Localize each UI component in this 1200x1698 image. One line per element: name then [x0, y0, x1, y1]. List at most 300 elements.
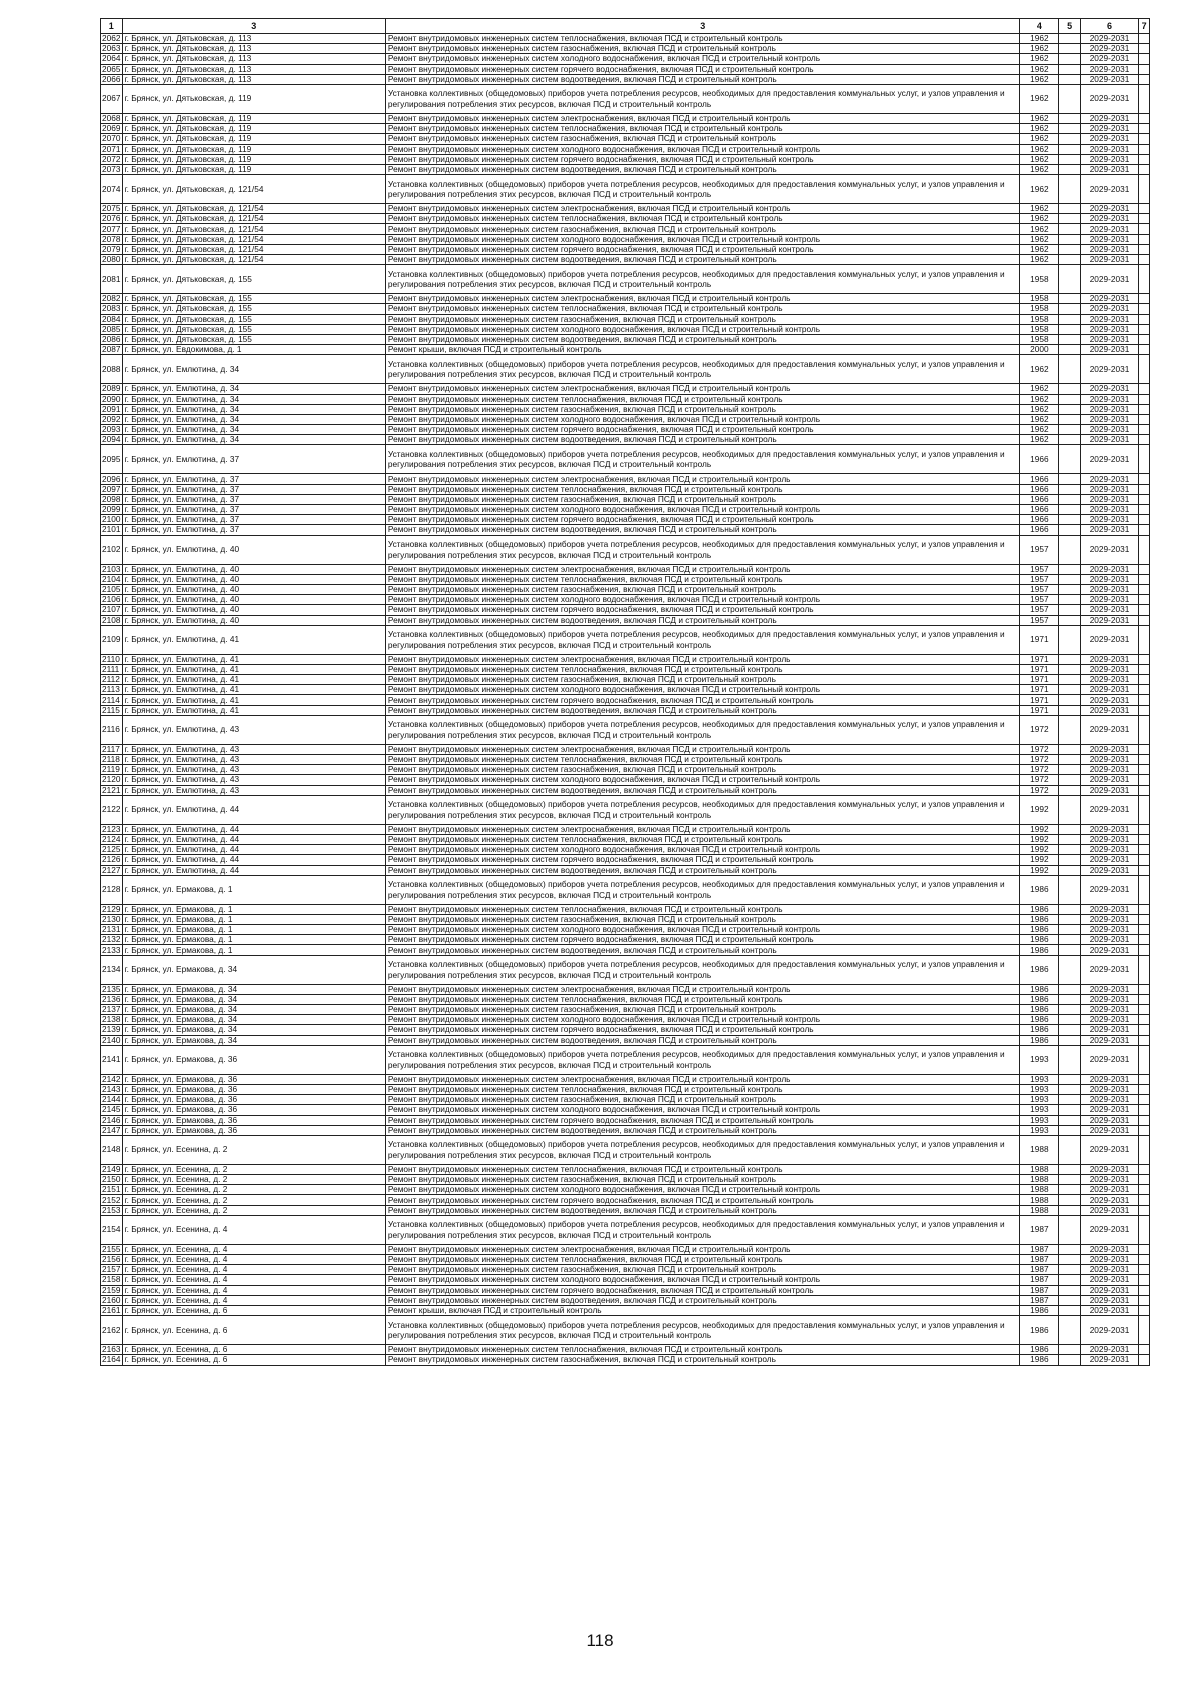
empty-cell — [1059, 265, 1081, 294]
year-built-cell: 1958 — [1020, 265, 1059, 294]
row-number: 2158 — [102, 1274, 121, 1285]
work-type-cell: Ремонт внутридомовых инженерных систем газоснабжения, включая ПСД и строительный контроль — [385, 44, 1020, 54]
period-cell: 2029-2031 — [1080, 54, 1138, 64]
empty-cell — [1059, 765, 1081, 775]
table-row — [101, 955, 1150, 984]
work-type-cell: Ремонт внутридомовых инженерных систем водоотведения, включая ПСД и строительный контроль — [385, 1035, 1020, 1045]
address-cell: г. Брянск, ул. Емлютина, д. 34 — [122, 414, 385, 424]
work-type-cell: Ремонт внутридомовых инженерных систем водоотведения, включая ПСД и строительный контроль — [385, 705, 1020, 715]
empty-cell — [1139, 744, 1150, 754]
table-row — [101, 255, 1150, 265]
empty-cell — [1059, 1005, 1081, 1015]
empty-cell — [1139, 824, 1150, 834]
row-number: 2080 — [102, 254, 121, 265]
empty-cell — [1139, 204, 1150, 214]
empty-cell — [1059, 314, 1081, 324]
work-type-cell: Ремонт внутридомовых инженерных систем электроснабжения, включая ПСД и строительный контроль — [385, 824, 1020, 834]
table-row — [101, 664, 1150, 674]
work-type-cell: Установка коллективных (общедомовых) приборов учета потребления ресурсов, необходимых для предоставления коммунальных услуг, и узлов управления и регулирования потребления этих ресурсов, включая ПСД и строительный контроль — [385, 355, 1020, 384]
table-row — [101, 925, 1150, 935]
period-cell: 2029-2031 — [1080, 445, 1138, 474]
row-number: 2145 — [102, 1104, 121, 1115]
work-type-cell: Ремонт внутридомовых инженерных систем теплоснабжения, включая ПСД и строительный контроль — [385, 1255, 1020, 1265]
empty-cell — [1139, 625, 1150, 654]
year-built-cell: 1992 — [1020, 834, 1059, 844]
period-cell: 2029-2031 — [1080, 1195, 1138, 1205]
work-type-cell: Ремонт внутридомовых инженерных систем холодного водоснабжения, включая ПСД и строительный контроль — [385, 414, 1020, 424]
table-row — [101, 394, 1150, 404]
row-number: 2164 — [102, 1354, 121, 1365]
year-built-cell: 1962 — [1020, 355, 1059, 384]
year-built-cell: 1962 — [1020, 224, 1059, 234]
work-type-cell: Ремонт внутридомовых инженерных систем горячего водоснабжения, включая ПСД и строительный контроль — [385, 695, 1020, 705]
year-built-cell: 1992 — [1020, 855, 1059, 865]
period-cell: 2029-2031 — [1080, 685, 1138, 695]
empty-cell — [1059, 935, 1081, 945]
table-row — [101, 144, 1150, 154]
year-built-cell: 1962 — [1020, 435, 1059, 445]
address-cell: г. Брянск, ул. Емлютина, д. 40 — [122, 595, 385, 605]
row-number: 2132 — [102, 934, 121, 945]
period-cell: 2029-2031 — [1080, 113, 1138, 123]
year-built-cell: 1987 — [1020, 1295, 1059, 1305]
empty-cell — [1139, 484, 1150, 494]
col-header-address: 3 — [122, 19, 385, 34]
year-built-cell: 1958 — [1020, 294, 1059, 304]
row-number: 2070 — [102, 133, 121, 144]
year-built-cell: 1962 — [1020, 44, 1059, 54]
address-cell: г. Брянск, ул. Есенина, д. 2 — [122, 1195, 385, 1205]
address-cell: г. Брянск, ул. Емлютина, д. 41 — [122, 675, 385, 685]
work-type-cell: Установка коллективных (общедомовых) приборов учета потребления ресурсов, необходимых для предоставления коммунальных услуг, и узлов управления и регулирования потребления этих ресурсов, включая ПСД и строительный контроль — [385, 445, 1020, 474]
empty-cell — [1059, 44, 1081, 54]
period-cell: 2029-2031 — [1080, 64, 1138, 74]
period-cell: 2029-2031 — [1080, 955, 1138, 984]
work-type-cell: Ремонт внутридомовых инженерных систем теплоснабжения, включая ПСД и строительный контроль — [385, 34, 1020, 44]
empty-cell — [1059, 84, 1081, 113]
address-cell: г. Брянск, ул. Есенина, д. 4 — [122, 1285, 385, 1295]
row-number: 2101 — [102, 524, 121, 535]
empty-cell — [1059, 574, 1081, 584]
address-cell: г. Брянск, ул. Емлютина, д. 34 — [122, 425, 385, 435]
row-number: 2138 — [102, 1014, 121, 1025]
empty-cell — [1059, 855, 1081, 865]
empty-cell — [1139, 1125, 1150, 1135]
empty-cell — [1059, 1285, 1081, 1295]
work-type-cell: Ремонт внутридомовых инженерных систем горячего водоснабжения, включая ПСД и строительный контроль — [385, 935, 1020, 945]
empty-cell — [1139, 113, 1150, 123]
work-type-cell: Ремонт внутридомовых инженерных систем водоотведения, включая ПСД и строительный контроль — [385, 164, 1020, 174]
table-row — [101, 765, 1150, 775]
row-number: 2108 — [102, 615, 121, 625]
row-number: 2154 — [101, 1215, 123, 1244]
row-number: 2136 — [102, 994, 121, 1004]
empty-cell — [1059, 675, 1081, 685]
empty-cell — [1059, 1265, 1081, 1275]
work-type-cell: Ремонт внутридомовых инженерных систем холодного водоснабжения, включая ПСД и строительный контроль — [385, 1105, 1020, 1115]
year-built-cell: 1971 — [1020, 654, 1059, 664]
period-cell: 2029-2031 — [1080, 214, 1138, 224]
row-number: 2065 — [102, 64, 121, 74]
empty-cell — [1059, 334, 1081, 344]
work-type-cell: Установка коллективных (общедомовых) приборов учета потребления ресурсов, необходимых для предоставления коммунальных услуг, и узлов управления и регулирования потребления этих ресурсов, включая ПСД и строительный контроль — [385, 955, 1020, 984]
empty-cell — [1139, 1265, 1150, 1275]
period-cell: 2029-2031 — [1080, 715, 1138, 744]
address-cell: г. Брянск, ул. Дятьковская, д. 155 — [122, 324, 385, 334]
year-built-cell: 1962 — [1020, 234, 1059, 244]
empty-cell — [1059, 404, 1081, 414]
work-type-cell: Ремонт внутридомовых инженерных систем электроснабжения, включая ПСД и строительный контроль — [385, 564, 1020, 574]
empty-cell — [1139, 984, 1150, 994]
year-built-cell: 1986 — [1020, 914, 1059, 924]
table-body — [101, 34, 1150, 1366]
year-built-cell: 2000 — [1020, 345, 1059, 355]
work-type-cell: Ремонт внутридомовых инженерных систем газоснабжения, включая ПСД и строительный контроль — [385, 914, 1020, 924]
empty-cell — [1059, 435, 1081, 445]
empty-cell — [1139, 414, 1150, 424]
work-type-cell: Ремонт внутридомовых инженерных систем водоотведения, включая ПСД и строительный контроль — [385, 865, 1020, 875]
row-number: 2117 — [101, 744, 123, 754]
empty-cell — [1059, 595, 1081, 605]
table-row — [101, 584, 1150, 594]
work-type-cell: Установка коллективных (общедомовых) приборов учета потребления ресурсов, необходимых для предоставления коммунальных услуг, и узлов управления и регулирования потребления этих ресурсов, включая ПСД и строительный контроль — [385, 795, 1020, 824]
empty-cell — [1059, 1215, 1081, 1244]
empty-cell — [1059, 1135, 1081, 1164]
row-number: 2155 — [102, 1244, 121, 1254]
empty-cell — [1059, 244, 1081, 254]
empty-cell — [1139, 845, 1150, 855]
row-number: 2120 — [102, 774, 121, 785]
period-cell: 2029-2031 — [1080, 494, 1138, 504]
work-type-cell: Ремонт внутридомовых инженерных систем теплоснабжения, включая ПСД и строительный контроль — [385, 664, 1020, 674]
period-cell: 2029-2031 — [1080, 1025, 1138, 1035]
year-built-cell: 1962 — [1020, 134, 1059, 144]
address-cell: г. Брянск, ул. Есенина, д. 4 — [122, 1215, 385, 1244]
row-number: 2130 — [102, 914, 121, 924]
year-built-cell: 1957 — [1020, 564, 1059, 574]
empty-cell — [1139, 1215, 1150, 1244]
empty-cell — [1139, 505, 1150, 515]
empty-cell — [1059, 914, 1081, 924]
empty-cell — [1139, 865, 1150, 875]
address-cell: г. Брянск, ул. Ермакова, д. 1 — [122, 875, 385, 904]
empty-cell — [1059, 775, 1081, 785]
capital-repair-table-page — [100, 18, 1150, 1366]
address-cell: г. Брянск, ул. Есенина, д. 2 — [122, 1205, 385, 1215]
row-number: 2066 — [102, 74, 121, 84]
empty-cell — [1059, 1095, 1081, 1105]
period-cell: 2029-2031 — [1080, 994, 1138, 1004]
address-cell: г. Брянск, ул. Ермакова, д. 1 — [122, 904, 385, 914]
empty-cell — [1059, 124, 1081, 134]
row-number: 2083 — [102, 303, 121, 314]
address-cell: г. Брянск, ул. Емлютина, д. 41 — [122, 705, 385, 715]
address-cell: г. Брянск, ул. Ермакова, д. 36 — [122, 1084, 385, 1094]
row-number: 2125 — [102, 844, 121, 855]
period-cell: 2029-2031 — [1080, 394, 1138, 404]
table-row — [101, 1084, 1150, 1094]
address-cell: г. Брянск, ул. Емлютина, д. 44 — [122, 865, 385, 875]
empty-cell — [1139, 304, 1150, 314]
address-cell: г. Брянск, ул. Емлютина, д. 40 — [122, 584, 385, 594]
period-cell: 2029-2031 — [1080, 1084, 1138, 1094]
year-built-cell: 1957 — [1020, 615, 1059, 625]
row-number: 2153 — [102, 1205, 121, 1215]
period-cell: 2029-2031 — [1080, 294, 1138, 304]
empty-cell — [1139, 615, 1150, 625]
address-cell: г. Брянск, ул. Емлютина, д. 40 — [122, 615, 385, 625]
period-cell: 2029-2031 — [1080, 904, 1138, 914]
year-built-cell: 1962 — [1020, 144, 1059, 154]
address-cell: г. Брянск, ул. Ермакова, д. 34 — [122, 1025, 385, 1035]
year-built-cell: 1986 — [1020, 1316, 1059, 1345]
empty-cell — [1139, 144, 1150, 154]
empty-cell — [1059, 394, 1081, 404]
empty-cell — [1139, 925, 1150, 935]
year-built-cell: 1986 — [1020, 925, 1059, 935]
table-row — [101, 1045, 1150, 1074]
address-cell: г. Брянск, ул. Емлютина, д. 43 — [122, 755, 385, 765]
table-row — [101, 44, 1150, 54]
year-built-cell: 1988 — [1020, 1164, 1059, 1174]
year-built-cell: 1962 — [1020, 74, 1059, 84]
row-number: 2074 — [101, 175, 123, 204]
row-number: 2121 — [102, 785, 121, 795]
table-row — [101, 1265, 1150, 1275]
year-built-cell: 1962 — [1020, 244, 1059, 254]
table-row — [101, 214, 1150, 224]
year-built-cell: 1986 — [1020, 1035, 1059, 1045]
row-number: 2095 — [101, 445, 123, 474]
table-row — [101, 154, 1150, 164]
row-number: 2091 — [102, 404, 121, 414]
row-number: 2076 — [102, 213, 121, 224]
address-cell: г. Брянск, ул. Ермакова, д. 36 — [122, 1105, 385, 1115]
table-row — [101, 904, 1150, 914]
period-cell: 2029-2031 — [1080, 935, 1138, 945]
row-number: 2099 — [102, 504, 121, 515]
work-type-cell: Установка коллективных (общедомовых) приборов учета потребления ресурсов, необходимых для предоставления коммунальных услуг, и узлов управления и регулирования потребления этих ресурсов, включая ПСД и строительный контроль — [385, 875, 1020, 904]
empty-cell — [1139, 564, 1150, 574]
work-type-cell: Ремонт внутридомовых инженерных систем газоснабжения, включая ПСД и строительный контроль — [385, 675, 1020, 685]
period-cell: 2029-2031 — [1080, 175, 1138, 204]
empty-cell — [1059, 74, 1081, 84]
empty-cell — [1059, 1205, 1081, 1215]
table-row — [101, 294, 1150, 304]
empty-cell — [1059, 955, 1081, 984]
year-built-cell: 1987 — [1020, 1285, 1059, 1295]
empty-cell — [1139, 1185, 1150, 1195]
empty-cell — [1139, 1095, 1150, 1105]
address-cell: г. Брянск, ул. Емлютина, д. 34 — [122, 435, 385, 445]
period-cell: 2029-2031 — [1080, 834, 1138, 844]
address-cell: г. Брянск, ул. Дятьковская, д. 113 — [122, 44, 385, 54]
row-number: 2092 — [102, 414, 121, 424]
empty-cell — [1059, 304, 1081, 314]
work-type-cell: Ремонт внутридомовых инженерных систем газоснабжения, включая ПСД и строительный контроль — [385, 584, 1020, 594]
empty-cell — [1059, 744, 1081, 754]
address-cell: г. Брянск, ул. Есенина, д. 2 — [122, 1164, 385, 1174]
empty-cell — [1059, 1355, 1081, 1365]
work-type-cell: Ремонт внутридомовых инженерных систем электроснабжения, включая ПСД и строительный контроль — [385, 384, 1020, 394]
empty-cell — [1139, 1205, 1150, 1215]
period-cell: 2029-2031 — [1080, 1285, 1138, 1295]
period-cell: 2029-2031 — [1080, 44, 1138, 54]
work-type-cell: Ремонт внутридомовых инженерных систем водоотведения, включая ПСД и строительный контроль — [385, 785, 1020, 795]
table-row — [101, 875, 1150, 904]
period-cell: 2029-2031 — [1080, 425, 1138, 435]
year-built-cell: 1986 — [1020, 904, 1059, 914]
address-cell: г. Брянск, ул. Дятьковская, д. 121/54 — [122, 175, 385, 204]
period-cell: 2029-2031 — [1080, 1135, 1138, 1164]
empty-cell — [1139, 1005, 1150, 1015]
year-built-cell: 1988 — [1020, 1175, 1059, 1185]
empty-cell — [1139, 785, 1150, 795]
empty-cell — [1139, 324, 1150, 334]
table-row — [101, 134, 1150, 144]
empty-cell — [1139, 1345, 1150, 1355]
period-cell: 2029-2031 — [1080, 564, 1138, 574]
period-cell: 2029-2031 — [1080, 265, 1138, 294]
work-type-cell: Ремонт внутридомовых инженерных систем холодного водоснабжения, включая ПСД и строительный контроль — [385, 144, 1020, 154]
empty-cell — [1059, 64, 1081, 74]
address-cell: г. Брянск, ул. Ермакова, д. 1 — [122, 935, 385, 945]
year-built-cell: 1966 — [1020, 525, 1059, 535]
year-built-cell: 1986 — [1020, 1305, 1059, 1315]
table-row — [101, 484, 1150, 494]
row-number: 2149 — [102, 1164, 121, 1174]
period-cell: 2029-2031 — [1080, 345, 1138, 355]
row-number: 2118 — [101, 755, 123, 765]
work-type-cell: Ремонт внутридомовых инженерных систем холодного водоснабжения, включая ПСД и строительный контроль — [385, 1185, 1020, 1195]
address-cell: г. Брянск, ул. Дятьковская, д. 155 — [122, 334, 385, 344]
work-type-cell: Установка коллективных (общедомовых) приборов учета потребления ресурсов, необходимых для предоставления коммунальных услуг, и узлов управления и регулирования потребления этих ресурсов, включая ПСД и строительный контроль — [385, 535, 1020, 564]
empty-cell — [1139, 945, 1150, 955]
year-built-cell: 1962 — [1020, 175, 1059, 204]
empty-cell — [1059, 625, 1081, 654]
address-cell: г. Брянск, ул. Емлютина, д. 40 — [122, 605, 385, 615]
row-number: 2088 — [101, 355, 123, 384]
work-type-cell: Ремонт внутридомовых инженерных систем горячего водоснабжения, включая ПСД и строительный контроль — [385, 515, 1020, 525]
period-cell: 2029-2031 — [1080, 505, 1138, 515]
empty-cell — [1059, 605, 1081, 615]
empty-cell — [1059, 1305, 1081, 1315]
work-type-cell: Ремонт внутридомовых инженерных систем горячего водоснабжения, включая ПСД и строительный контроль — [385, 1025, 1020, 1035]
table-row — [101, 435, 1150, 445]
empty-cell — [1139, 1015, 1150, 1025]
year-built-cell: 1988 — [1020, 1185, 1059, 1195]
empty-cell — [1059, 505, 1081, 515]
row-number: 2106 — [102, 594, 121, 605]
year-built-cell: 1966 — [1020, 474, 1059, 484]
empty-cell — [1139, 1295, 1150, 1305]
work-type-cell: Ремонт внутридомовых инженерных систем теплоснабжения, включая ПСД и строительный контроль — [385, 994, 1020, 1004]
year-built-cell: 1962 — [1020, 113, 1059, 123]
period-cell: 2029-2031 — [1080, 1345, 1138, 1355]
year-built-cell: 1966 — [1020, 494, 1059, 504]
empty-cell — [1139, 675, 1150, 685]
row-number: 2075 — [102, 203, 121, 214]
table-row — [101, 474, 1150, 484]
table-row — [101, 675, 1150, 685]
work-type-cell: Установка коллективных (общедомовых) приборов учета потребления ресурсов, необходимых для предоставления коммунальных услуг, и узлов управления и регулирования потребления этих ресурсов, включая ПСД и строительный контроль — [385, 1135, 1020, 1164]
empty-cell — [1139, 525, 1150, 535]
empty-cell — [1139, 164, 1150, 174]
table-row — [101, 494, 1150, 504]
empty-cell — [1139, 875, 1150, 904]
row-number: 2159 — [102, 1285, 121, 1295]
empty-cell — [1139, 384, 1150, 394]
row-number: 2068 — [102, 113, 121, 124]
empty-cell — [1139, 494, 1150, 504]
empty-cell — [1059, 654, 1081, 664]
empty-cell — [1059, 1244, 1081, 1254]
address-cell: г. Брянск, ул. Емлютина, д. 41 — [122, 625, 385, 654]
table-row — [101, 124, 1150, 134]
empty-cell — [1139, 535, 1150, 564]
address-cell: г. Брянск, ул. Дятьковская, д. 121/54 — [122, 244, 385, 254]
empty-cell — [1139, 1195, 1150, 1205]
work-type-cell: Ремонт внутридомовых инженерных систем электроснабжения, включая ПСД и строительный контроль — [385, 1074, 1020, 1084]
empty-cell — [1139, 574, 1150, 584]
period-cell: 2029-2031 — [1080, 1244, 1138, 1254]
table-row — [101, 84, 1150, 113]
address-cell: г. Брянск, ул. Есенина, д. 4 — [122, 1255, 385, 1265]
period-cell: 2029-2031 — [1080, 304, 1138, 314]
empty-cell — [1059, 494, 1081, 504]
empty-cell — [1059, 845, 1081, 855]
year-built-cell: 1986 — [1020, 994, 1059, 1004]
empty-cell — [1059, 445, 1081, 474]
row-number: 2082 — [102, 293, 121, 304]
row-number: 2109 — [101, 625, 123, 654]
empty-cell — [1139, 355, 1150, 384]
empty-cell — [1139, 834, 1150, 844]
address-cell: г. Брянск, ул. Дятьковская, д. 155 — [122, 294, 385, 304]
address-cell: г. Брянск, ул. Дятьковская, д. 155 — [122, 314, 385, 324]
work-type-cell: Ремонт внутридомовых инженерных систем горячего водоснабжения, включая ПСД и строительный контроль — [385, 64, 1020, 74]
work-type-cell: Ремонт внутридомовых инженерных систем электроснабжения, включая ПСД и строительный контроль — [385, 474, 1020, 484]
row-number: 2093 — [102, 424, 121, 435]
work-type-cell: Ремонт внутридомовых инженерных систем водоотведения, включая ПСД и строительный контроль — [385, 334, 1020, 344]
row-number: 2077 — [102, 223, 121, 234]
row-number: 2071 — [102, 144, 121, 154]
table-row — [101, 1255, 1150, 1265]
work-type-cell: Установка коллективных (общедомовых) приборов учета потребления ресурсов, необходимых для предоставления коммунальных услуг, и узлов управления и регулирования потребления этих ресурсов, включая ПСД и строительный контроль — [385, 265, 1020, 294]
address-cell: г. Брянск, ул. Ермакова, д. 34 — [122, 984, 385, 994]
period-cell: 2029-2031 — [1080, 334, 1138, 344]
row-number: 2079 — [102, 244, 121, 254]
table-row — [101, 1074, 1150, 1084]
address-cell: г. Брянск, ул. Емлютина, д. 41 — [122, 664, 385, 674]
year-built-cell: 1958 — [1020, 304, 1059, 314]
row-number: 2086 — [102, 334, 121, 345]
empty-cell — [1139, 44, 1150, 54]
empty-cell — [1059, 144, 1081, 154]
period-cell: 2029-2031 — [1080, 695, 1138, 705]
address-cell: г. Брянск, ул. Дятьковская, д. 119 — [122, 124, 385, 134]
table-row — [101, 1285, 1150, 1295]
table-row — [101, 515, 1150, 525]
empty-cell — [1059, 214, 1081, 224]
work-type-cell: Ремонт внутридомовых инженерных систем теплоснабжения, включая ПСД и строительный контроль — [385, 1084, 1020, 1094]
empty-cell — [1139, 654, 1150, 664]
period-cell: 2029-2031 — [1080, 144, 1138, 154]
empty-cell — [1059, 324, 1081, 334]
table-row — [101, 1105, 1150, 1115]
table-row — [101, 615, 1150, 625]
table-row — [101, 314, 1150, 324]
